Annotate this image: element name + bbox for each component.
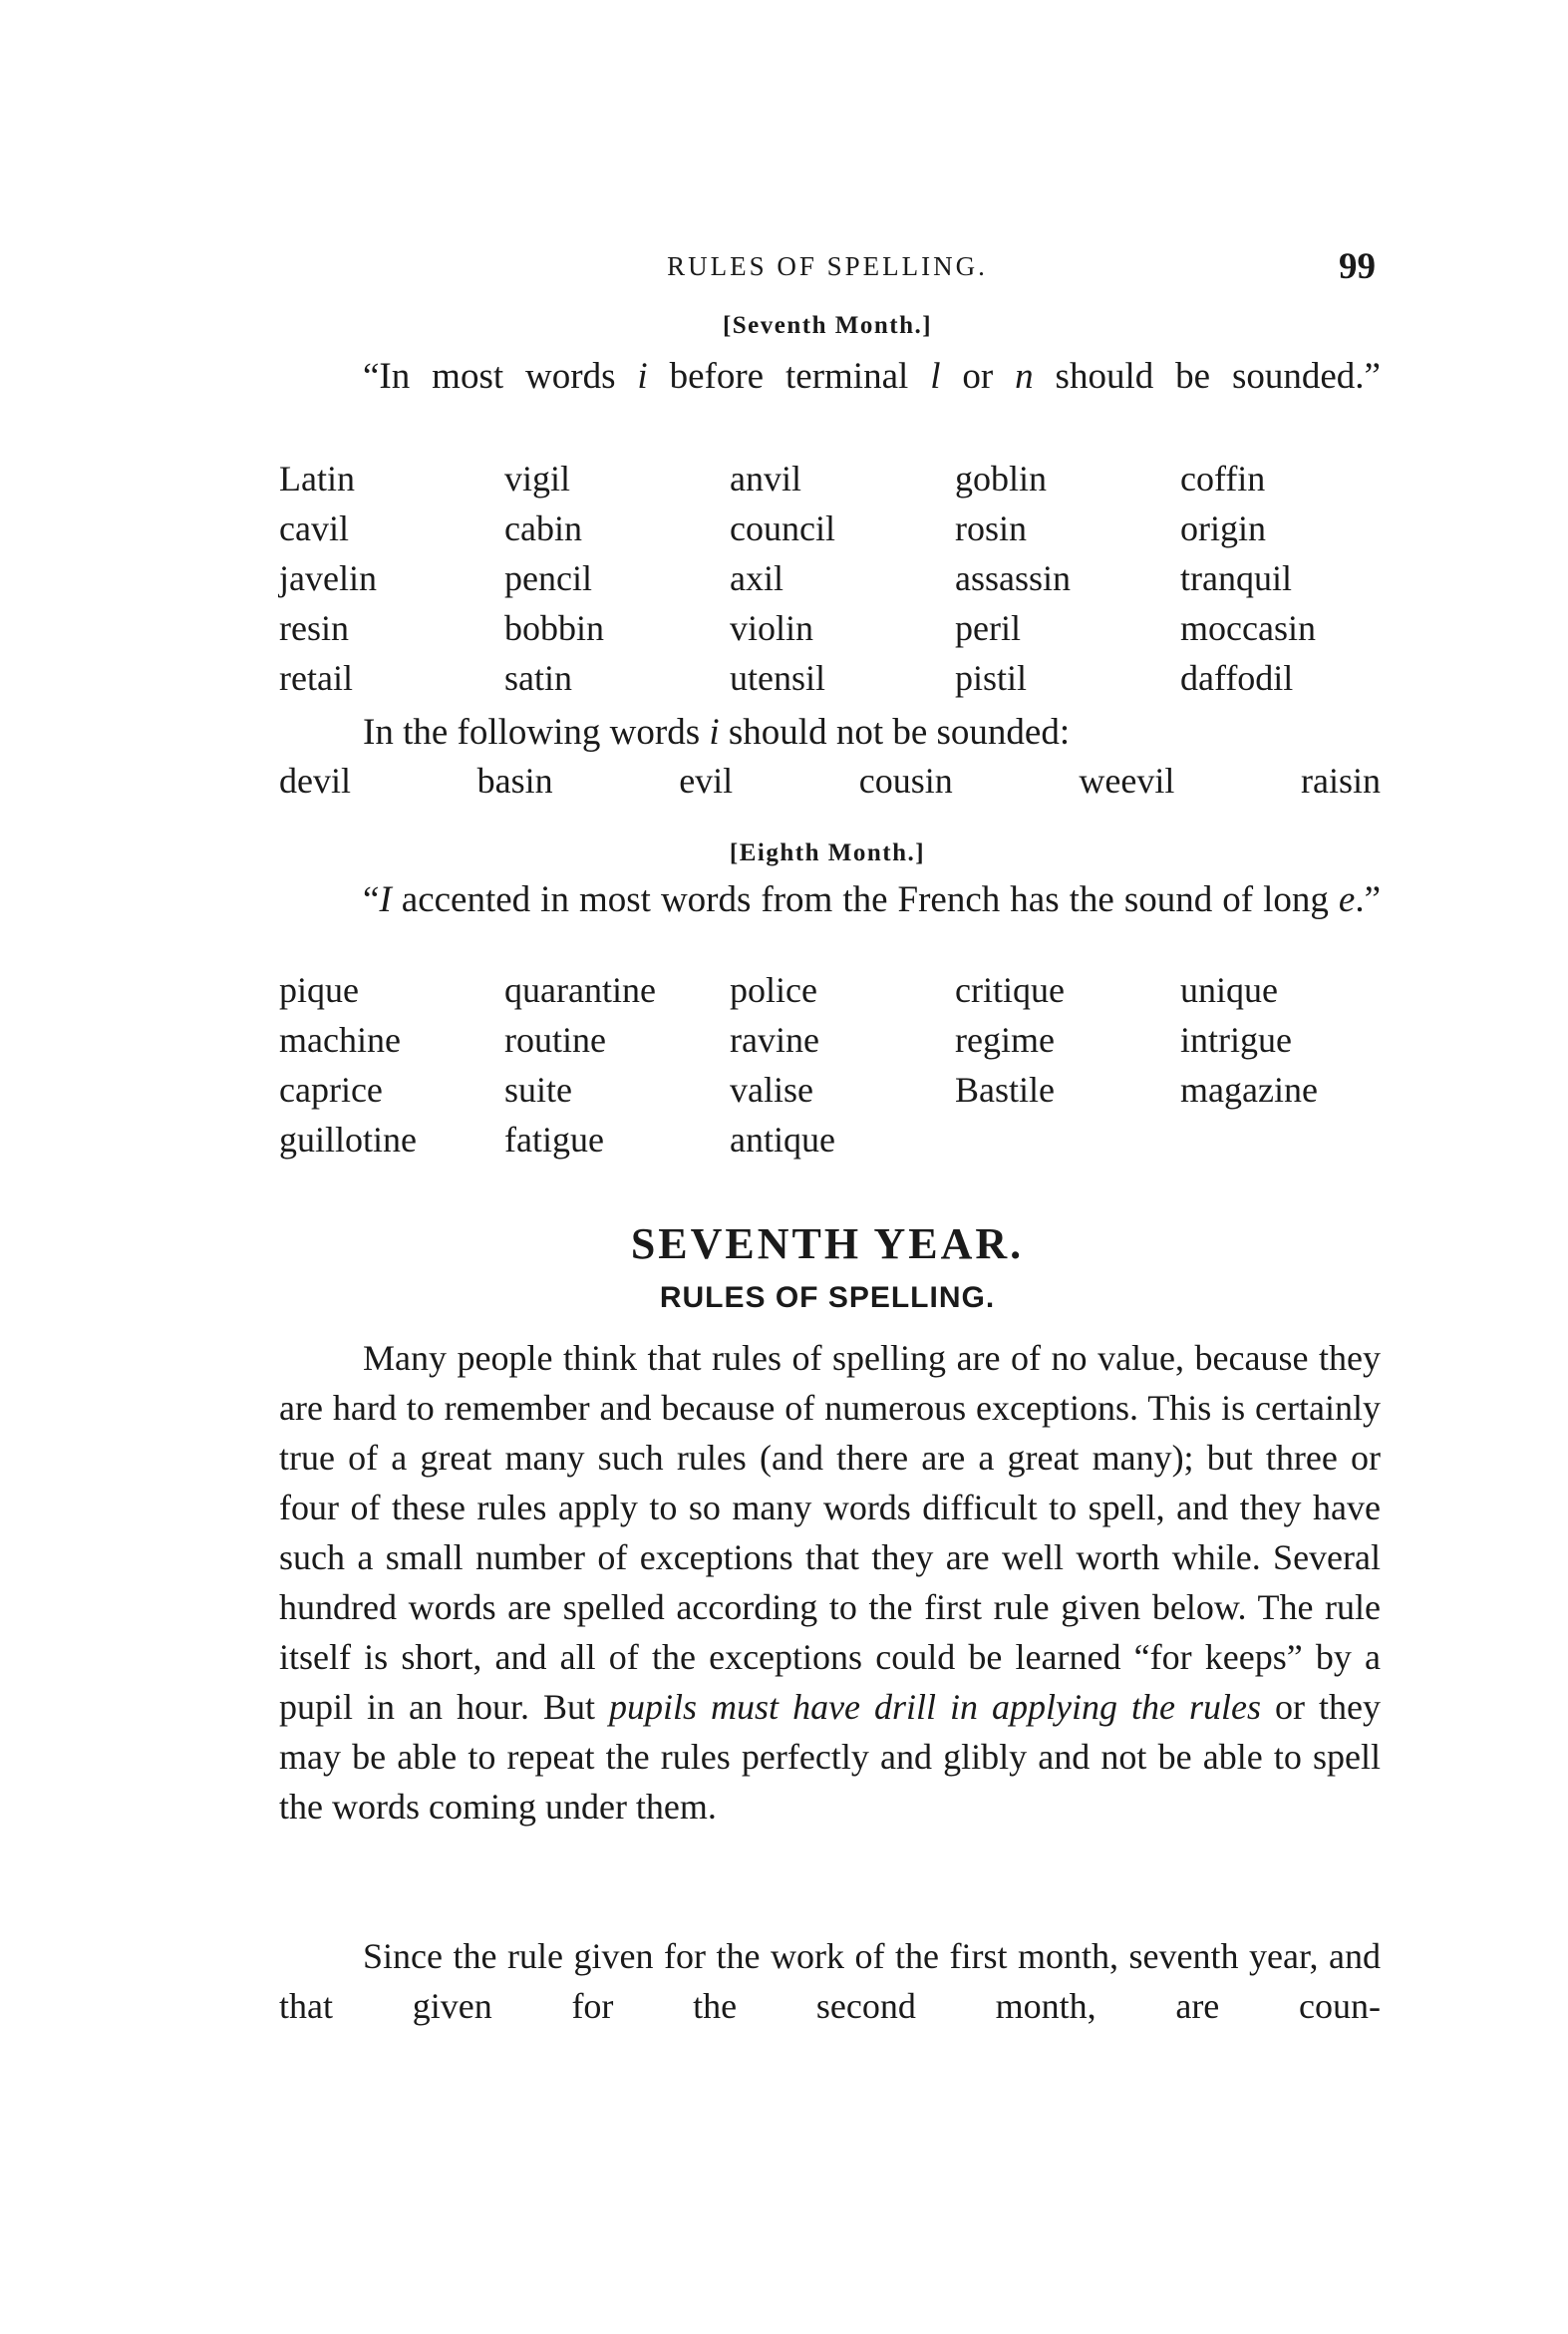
exception-word: cousin: [858, 761, 953, 801]
exception-word: weevil: [1079, 761, 1175, 801]
word-item: satin: [504, 658, 572, 698]
word-item: magazine: [1180, 1070, 1318, 1110]
note-text-part: In the following words: [363, 712, 710, 753]
section-title: SEVENTH YEAR.: [630, 1219, 1025, 1268]
word-item: intrigue: [1180, 1020, 1292, 1060]
word-item: tranquil: [1180, 558, 1292, 598]
word-item: unique: [1180, 970, 1278, 1010]
seventh-month-rule: [279, 354, 1381, 399]
seventh-month-exception-note: [279, 710, 1381, 755]
word-item: valise: [730, 1070, 813, 1110]
seventh-month-label: [Seventh Month.]: [722, 312, 933, 339]
word-item: retail: [279, 658, 353, 698]
paragraph-text: Many people think that rules of spelling are of no value, because they are hard to remember and because of numerous exceptions. This is certainly true of a great many such rules (and there are a great many); but three or four of these rules apply to so many words difficult to spell, and they have such a small number of exceptions that they are well worth while. Several hundred words are spelled according to the first rule given below. The rule itself is short, and all of the exceptions could be learned “for keeps” by a pupil in an hour. But: [279, 1338, 1381, 1727]
word-item: machine: [279, 1020, 401, 1060]
word-item: regime: [955, 1020, 1055, 1060]
word-item: assassin: [955, 558, 1071, 598]
word-item: axil: [730, 558, 784, 598]
exception-word: basin: [476, 761, 553, 801]
rule-letter-italic: e: [1338, 879, 1356, 920]
word-item: moccasin: [1180, 608, 1316, 648]
rule-text-part: before terminal: [647, 356, 931, 397]
word-item: cabin: [504, 508, 582, 548]
running-header: [279, 246, 1376, 301]
rule-text-part: accented in most words from the French has the sound of long: [391, 879, 1339, 920]
word-item: quarantine: [504, 970, 656, 1010]
rule-letter-italic: n: [1015, 356, 1034, 397]
word-item: utensil: [730, 658, 825, 698]
word-item: council: [730, 508, 835, 548]
note-letter-italic: i: [709, 712, 720, 753]
exception-word: evil: [679, 761, 734, 801]
page-number: 99: [1339, 246, 1376, 287]
word-item: guillotine: [279, 1120, 417, 1160]
rule-text-part: should be sounded.”: [1033, 356, 1381, 397]
paragraph-text: or they may be able to repeat the rules perfectly and glibly and not be able to spell the words coming under them.: [279, 1687, 1382, 1827]
paragraph-1: [279, 1333, 1381, 1832]
note-text-part: should not be sounded:: [719, 712, 1071, 753]
rule-letter-italic: i: [637, 356, 648, 397]
seventh-month-word-list: [279, 454, 1381, 703]
word-item: fatigue: [504, 1120, 604, 1160]
word-item: Latin: [279, 459, 355, 499]
seventh-month-exception-list: [279, 756, 1381, 806]
eighth-month-rule: [279, 877, 1381, 922]
rule-letter-italic: I: [379, 879, 392, 920]
word-item: cavil: [279, 508, 349, 548]
rule-text-part: “In most words: [363, 356, 638, 397]
exception-word: raisin: [1300, 761, 1381, 801]
eighth-month-word-list: [279, 965, 1381, 1165]
rule-text-part: “: [363, 879, 380, 920]
word-item: pique: [279, 970, 359, 1010]
word-item: pistil: [955, 658, 1028, 698]
word-item: ravine: [730, 1020, 819, 1060]
word-item: anvil: [730, 459, 801, 499]
word-item: routine: [504, 1020, 606, 1060]
eighth-month-rule-line1: [279, 877, 1381, 922]
exception-word: devil: [279, 761, 351, 801]
word-item: pencil: [504, 558, 592, 598]
word-item: peril: [955, 608, 1021, 648]
word-item: antique: [730, 1120, 835, 1160]
section-subtitle: RULES OF SPELLING.: [659, 1281, 996, 1314]
rule-text-part: .”: [1355, 879, 1381, 920]
word-item: goblin: [955, 459, 1048, 499]
word-item: rosin: [955, 508, 1027, 548]
word-item: Bastile: [955, 1070, 1055, 1110]
paragraph-2: Since the rule given for the work of the first month, seventh year, and that given for the second month, are coun-: [279, 1936, 1381, 2026]
word-item: origin: [1180, 508, 1266, 548]
eighth-month-label: [Eighth Month.]: [729, 839, 926, 866]
word-item: daffodil: [1180, 658, 1294, 698]
rule-letter-italic: l: [930, 356, 941, 397]
paragraph-emphasis: pupils must have drill in applying the rules: [609, 1687, 1262, 1727]
word-item: suite: [504, 1070, 572, 1110]
word-item: coffin: [1180, 459, 1266, 499]
word-item: critique: [955, 970, 1065, 1010]
seventh-month-rule-line1: [279, 354, 1381, 399]
rule-text-part: or: [940, 356, 1016, 397]
word-item: caprice: [279, 1070, 383, 1110]
word-item: vigil: [504, 459, 571, 499]
word-item: police: [730, 970, 817, 1010]
word-item: bobbin: [504, 608, 605, 648]
running-title: RULES OF SPELLING.: [667, 251, 988, 281]
word-item: javelin: [279, 558, 377, 598]
word-item: resin: [279, 608, 349, 648]
word-item: violin: [730, 608, 814, 648]
